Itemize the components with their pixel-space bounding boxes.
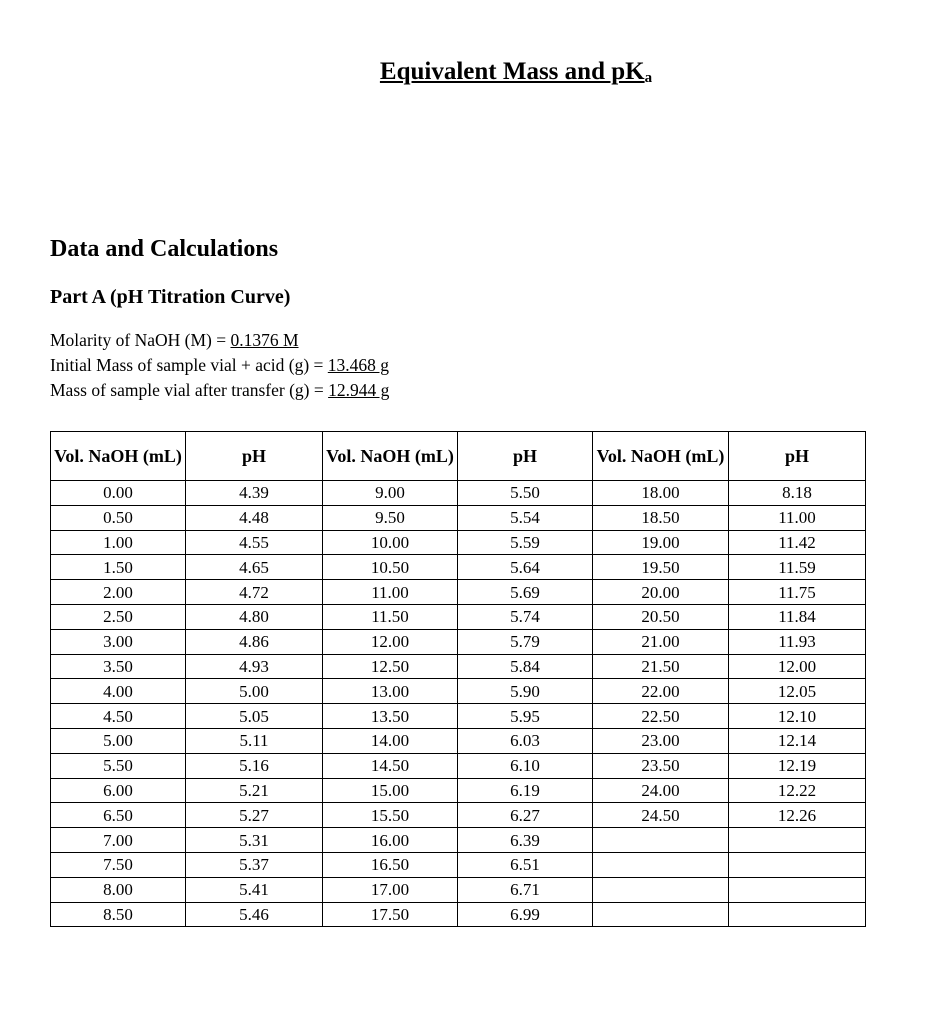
info-block [50,328,389,403]
table-cell: 5.05 [186,704,323,729]
table-cell: 4.50 [51,704,186,729]
info-value: 12.944 g [328,380,390,400]
table-cell: 8.18 [729,481,866,506]
table-cell: 14.00 [323,728,458,753]
table-cell: 21.00 [593,629,729,654]
table-cell: 12.50 [323,654,458,679]
table-cell: 19.50 [593,555,729,580]
table-cell: 13.50 [323,704,458,729]
table-cell: 14.50 [323,753,458,778]
table-cell: 5.59 [458,530,593,555]
table-cell: 16.00 [323,828,458,853]
table-cell: 4.00 [51,679,186,704]
table-cell: 24.00 [593,778,729,803]
table-row [51,629,866,654]
table-cell: 6.10 [458,753,593,778]
table-cell: 15.00 [323,778,458,803]
table-cell: 5.37 [186,852,323,877]
table-cell: 6.50 [51,803,186,828]
table-cell: 11.00 [729,505,866,530]
table-cell: 6.03 [458,728,593,753]
title-text: Equivalent Mass and pK [379,58,645,85]
table-cell: 5.64 [458,555,593,580]
table-cell: 23.00 [593,728,729,753]
table-cell: 20.50 [593,604,729,629]
column-header: Vol. NaOH (mL) [323,432,458,481]
table-cell [729,877,866,902]
table-cell: 4.72 [186,580,323,605]
table-cell: 22.00 [593,679,729,704]
table-cell: 6.39 [458,828,593,853]
table-cell: 5.31 [186,828,323,853]
table-cell: 5.54 [458,505,593,530]
table-cell: 9.50 [323,505,458,530]
table-cell: 6.71 [458,877,593,902]
info-label: Mass of sample vial after transfer (g) = [50,380,329,400]
table-cell [593,877,729,902]
table-header-row [51,432,866,481]
table-cell: 5.90 [458,679,593,704]
table-cell: 20.00 [593,580,729,605]
table-cell: 10.50 [323,555,458,580]
table-cell: 12.22 [729,778,866,803]
table-cell: 12.05 [729,679,866,704]
table-cell: 11.59 [729,555,866,580]
table-cell: 21.50 [593,654,729,679]
table-cell: 5.84 [458,654,593,679]
table-cell [593,828,729,853]
column-header: pH [186,432,323,481]
table-row [51,580,866,605]
column-header: pH [729,432,866,481]
table-cell: 19.00 [593,530,729,555]
part-heading: Part A (pH Titration Curve) [50,286,291,308]
table-cell: 5.74 [458,604,593,629]
table-cell: 6.19 [458,778,593,803]
table-row [51,902,866,927]
table-row [51,852,866,877]
table-cell: 11.93 [729,629,866,654]
table-cell: 5.27 [186,803,323,828]
table-cell: 5.41 [186,877,323,902]
table-cell: 1.50 [51,555,186,580]
info-line [50,353,389,378]
info-value: 0.1376 M [230,330,299,350]
title-subscript: a [644,70,653,86]
table-cell: 17.50 [323,902,458,927]
table-cell: 2.50 [51,604,186,629]
table-cell: 23.50 [593,753,729,778]
table-cell: 9.00 [323,481,458,506]
document-title [0,58,942,87]
table-row [51,728,866,753]
table-cell: 4.55 [186,530,323,555]
table-row [51,803,866,828]
table-cell: 22.50 [593,704,729,729]
table-cell: 5.95 [458,704,593,729]
table-cell: 6.51 [458,852,593,877]
table-cell: 11.42 [729,530,866,555]
table-cell: 3.50 [51,654,186,679]
table-cell: 6.27 [458,803,593,828]
table-cell: 10.00 [323,530,458,555]
table-cell: 18.50 [593,505,729,530]
info-label: Molarity of NaOH (M) = [50,330,231,350]
table-cell: 5.21 [186,778,323,803]
info-line [50,378,389,403]
table-cell: 7.50 [51,852,186,877]
info-label: Initial Mass of sample vial + acid (g) = [50,355,328,375]
table-row [51,828,866,853]
titration-table [50,431,866,927]
table-cell: 8.50 [51,902,186,927]
table-cell: 4.39 [186,481,323,506]
table-cell: 15.50 [323,803,458,828]
table-cell: 11.84 [729,604,866,629]
table-cell: 0.00 [51,481,186,506]
table-row [51,679,866,704]
table-cell: 4.48 [186,505,323,530]
table-cell: 5.16 [186,753,323,778]
table-row [51,654,866,679]
table-cell: 5.69 [458,580,593,605]
table-cell: 17.00 [323,877,458,902]
table-row [51,778,866,803]
table-cell: 4.93 [186,654,323,679]
table-cell: 12.26 [729,803,866,828]
table-cell: 11.75 [729,580,866,605]
table-row [51,704,866,729]
table-cell: 5.11 [186,728,323,753]
table-cell [729,902,866,927]
column-header: pH [458,432,593,481]
table-row [51,877,866,902]
table-cell: 4.86 [186,629,323,654]
table-cell [729,852,866,877]
table-cell [729,828,866,853]
column-header: Vol. NaOH (mL) [593,432,729,481]
table-cell: 12.14 [729,728,866,753]
info-line [50,328,389,353]
table-cell: 11.50 [323,604,458,629]
table-cell: 6.00 [51,778,186,803]
table-row [51,555,866,580]
table-cell: 4.65 [186,555,323,580]
column-header: Vol. NaOH (mL) [51,432,186,481]
table-cell: 11.00 [323,580,458,605]
table-cell: 12.00 [729,654,866,679]
table-cell [593,902,729,927]
table-cell: 5.00 [51,728,186,753]
table-row [51,530,866,555]
table-cell: 24.50 [593,803,729,828]
table-cell: 3.00 [51,629,186,654]
table-cell: 16.50 [323,852,458,877]
table-cell: 4.80 [186,604,323,629]
table-row [51,481,866,506]
table-cell: 5.50 [51,753,186,778]
table-cell: 7.00 [51,828,186,853]
info-value: 13.468 g [327,355,390,375]
table-cell: 5.46 [186,902,323,927]
table-cell: 13.00 [323,679,458,704]
section-heading: Data and Calculations [50,236,279,262]
table-cell: 18.00 [593,481,729,506]
table-cell: 12.19 [729,753,866,778]
table-row [51,753,866,778]
table-cell: 0.50 [51,505,186,530]
table-cell [593,852,729,877]
table-cell: 2.00 [51,580,186,605]
table-cell: 12.10 [729,704,866,729]
table-cell: 6.99 [458,902,593,927]
table-row [51,505,866,530]
table-cell: 8.00 [51,877,186,902]
table-row [51,604,866,629]
table-cell: 5.00 [186,679,323,704]
table-cell: 5.79 [458,629,593,654]
table-cell: 1.00 [51,530,186,555]
table-cell: 5.50 [458,481,593,506]
table-cell: 12.00 [323,629,458,654]
